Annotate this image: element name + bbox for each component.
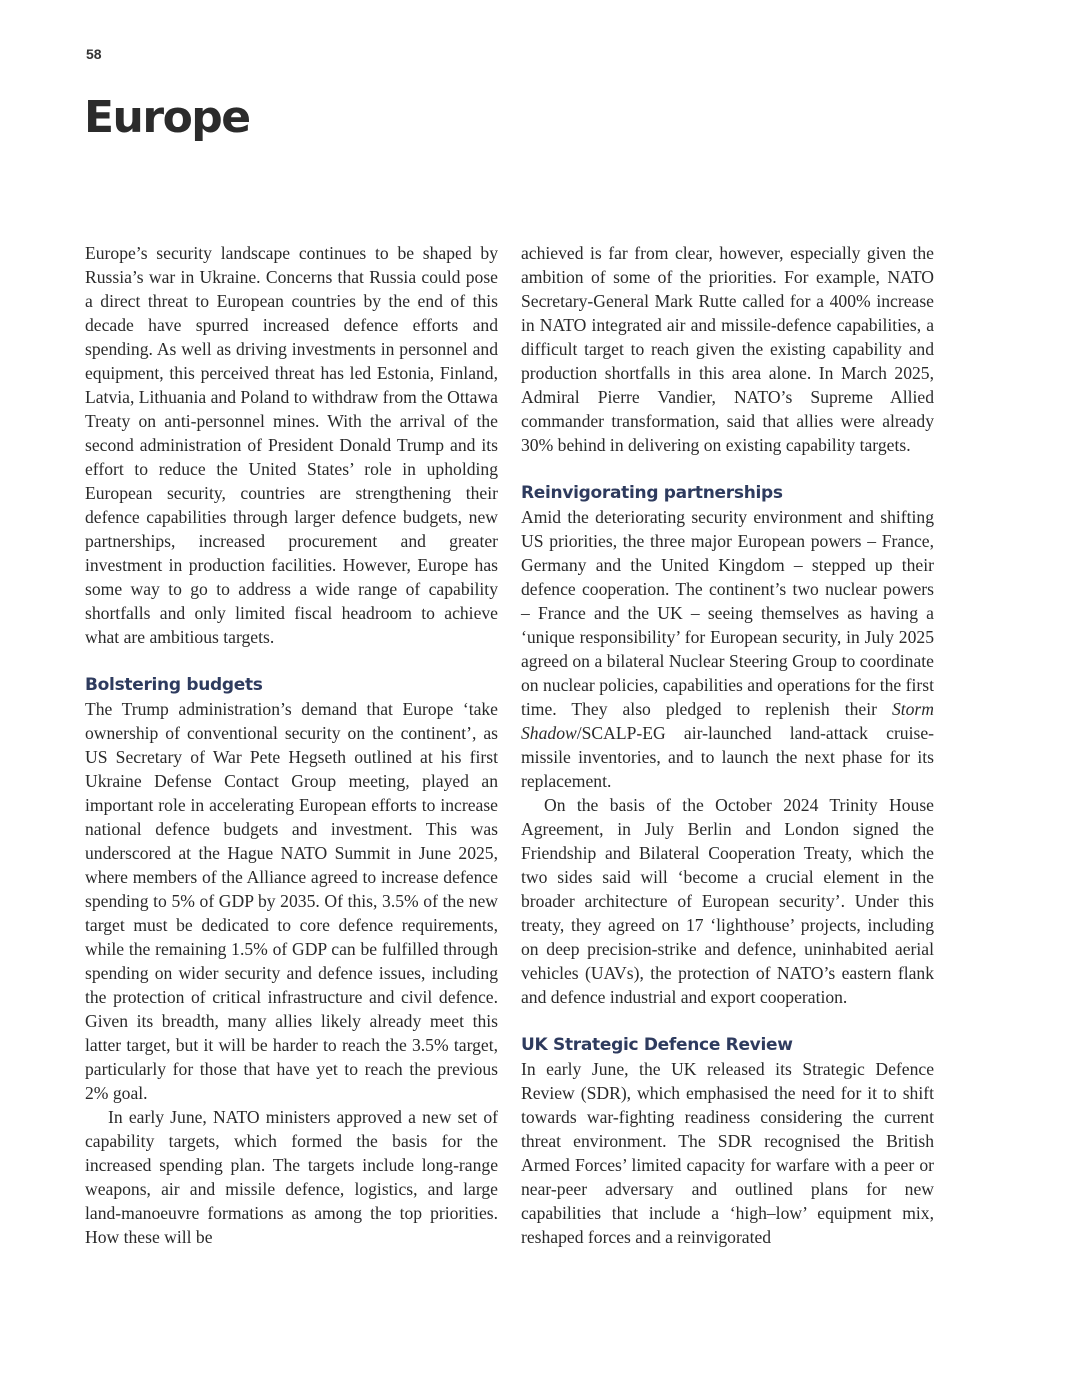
right-column bbox=[521, 241, 934, 1249]
text-run: Amid the deteriorating security environment and shifting US priorities, the three major European powers – France, Germany and the United Kingdom – stepped up their defence cooperation. The continent’s two nuclear powers – France and the UK – seeing themselves as having a ‘unique responsibility’ for European security, in July 2025 agreed on a bilateral Nuclear Steering Group to coordinate on nuclear policies, capabilities and operations for the first time. They also pledged to replenish their bbox=[521, 507, 934, 719]
weapon-name-italic: Storm Shadow bbox=[521, 699, 934, 743]
body-paragraph: In early June, NATO ministers approved a new set of capability targets, which formed the basis for the increased spending plan. The targets include long-range weapons, air and missile defence, logistics, and large land-manoeuvre formations as among the top priorities. How these will be bbox=[85, 1107, 498, 1247]
section-heading-reinvigorating-partnerships: Reinvigorating partnerships bbox=[521, 483, 783, 503]
chapter-title: Europe bbox=[84, 92, 250, 143]
section-gap bbox=[521, 457, 934, 481]
left-column bbox=[85, 241, 498, 1249]
section-heading-uk-strategic-defence-review: UK Strategic Defence Review bbox=[521, 1035, 793, 1055]
intro-paragraph: Europe’s security landscape continues to be shaped by Russia’s war in Ukraine. Concerns that Russia could pose a direct threat to European countries by the end of this decade have spurred increased defence efforts and spending. As well as driving investments in personnel and equipment, this perceived threat has led Estonia, Finland, Latvia, Lithuania and Poland to withdraw from the Ottawa Treaty on anti-personnel mines. With the arrival of the second administration of President Donald Trump and its effort to reduce the United States’ role in upholding European security, countries are strengthening their defence capabilities through larger defence budgets, new partnerships, increased procurement and greater investment in production facilities. However, Europe has some way to go to address a wide range of capability shortfalls and only limited fiscal headroom to achieve what are ambitious targets. bbox=[85, 243, 498, 647]
section-heading-bolstering-budgets: Bolstering budgets bbox=[85, 675, 263, 695]
section-gap bbox=[521, 1009, 934, 1033]
body-paragraph: The Trump administration’s demand that Europe ‘take ownership of conventional security on the continent’, as US Secretary of War Pete Hegseth outlined at his first Ukraine Defense Contact Group meeting, played an important role in accelerating European efforts to increase national defence budgets and investment. This was underscored at the Hague NATO Summit in June 2025, where members of the Alliance agreed to increase defence spending to 5% of GDP by 2035. Of this, 3.5% of the new target must be dedicated to core defence requirements, while the remaining 1.5% of GDP can be fulfilled through spending on wider security and defence issues, including the protection of critical infrastructure and civil defence. Given its breadth, many allies likely already meet this latter target, but it will be harder to reach the 3.5% target, particularly for those that have yet to reach the previous 2% goal. bbox=[85, 699, 498, 1103]
page-number: 58 bbox=[86, 46, 102, 62]
section-gap bbox=[85, 649, 498, 673]
text-run: /SCALP-EG air-launched land-attack cruise-missile inventories, and to launch the next phase for its replacement. bbox=[521, 723, 934, 791]
body-paragraph: In early June, the UK released its Strategic Defence Review (SDR), which emphasised the need for it to shift towards war-fighting readiness considering the current threat environment. The SDR recognised the British Armed Forces’ limited capacity for warfare with a peer or near-peer adversary and outlined plans for new capabilities that include a ‘high–low’ equipment mix, reshaped forces and a reinvigorated bbox=[521, 1059, 934, 1247]
body-paragraph: On the basis of the October 2024 Trinity House Agreement, in July Berlin and London signed the Friendship and Bilateral Cooperation Treaty, which the two sides said will ‘become a crucial element in the broader architecture of European security’. Under this treaty, they agreed on 17 ‘lighthouse’ projects, including on deep precision-strike and defence, uninhabited aerial vehicles (UAVs), the protection of NATO’s eastern flank and defence industrial and export cooperation. bbox=[521, 795, 934, 1007]
continued-paragraph: achieved is far from clear, however, especially given the ambition of some of the priorities. For example, NATO Secretary-General Mark Rutte called for a 400% increase in NATO integrated air and missile-defence capabilities, a difficult target to reach given the existing capability and production shortfalls in this area alone. In March 2025, Admiral Pierre Vandier, NATO’s Supreme Allied commander transformation, said that allies were already 30% behind in delivering on existing capability targets. bbox=[521, 243, 934, 455]
body-paragraph bbox=[521, 505, 934, 793]
